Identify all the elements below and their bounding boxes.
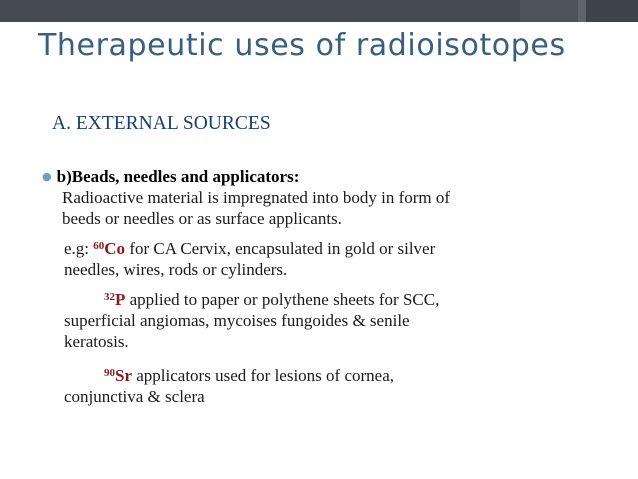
- text-line: [64, 289, 439, 310]
- element-symbol: Sr: [115, 366, 132, 385]
- bullet-dot-icon: ●: [42, 170, 52, 183]
- paragraph-phosphorus: [64, 289, 439, 352]
- paragraph-strontium: [64, 365, 394, 407]
- section-heading: A. EXTERNAL SOURCES: [52, 113, 271, 134]
- text-line: Radioactive material is impregnated into body in form of: [62, 188, 451, 207]
- text-line: superficial angiomas, mycoises fungoides & senile: [64, 311, 410, 330]
- text-line: beeds or needles or as surface applicants.: [62, 209, 342, 228]
- text-line: [64, 238, 435, 259]
- bullet-item: [42, 167, 299, 187]
- text-line-rest: applied to paper or polythene sheets for SCC,: [125, 290, 440, 309]
- top-bar: [0, 0, 638, 22]
- mass-number: 90: [104, 367, 115, 379]
- slide-title: Therapeutic uses of radioisotopes: [38, 28, 566, 63]
- mass-number: 60: [93, 240, 105, 252]
- isotope-cobalt: [93, 239, 125, 258]
- text-line: [64, 365, 394, 386]
- paragraph-description: [62, 187, 450, 229]
- example-prefix: e.g:: [64, 239, 94, 258]
- element-symbol: Co: [104, 239, 126, 258]
- element-symbol: P: [115, 290, 126, 309]
- text-line: needles, wires, rods or cylinders.: [64, 260, 288, 279]
- top-bar-segment: [586, 0, 638, 22]
- text-line: conjunctiva & sclera: [64, 387, 205, 406]
- isotope-strontium: [104, 366, 132, 385]
- text-line-rest: for CA Cervix, encapsulated in gold or silver: [125, 239, 436, 258]
- bullet-text: b)Beads, needles and applicators:: [56, 167, 300, 186]
- top-bar-segment: [520, 0, 578, 22]
- isotope-phosphorus: [104, 290, 125, 309]
- top-bar-segment: [578, 0, 586, 22]
- mass-number: 32: [104, 291, 115, 303]
- text-line: keratosis.: [64, 332, 129, 351]
- paragraph-cobalt: [64, 238, 435, 280]
- text-line-rest: applicators used for lesions of cornea,: [132, 366, 394, 385]
